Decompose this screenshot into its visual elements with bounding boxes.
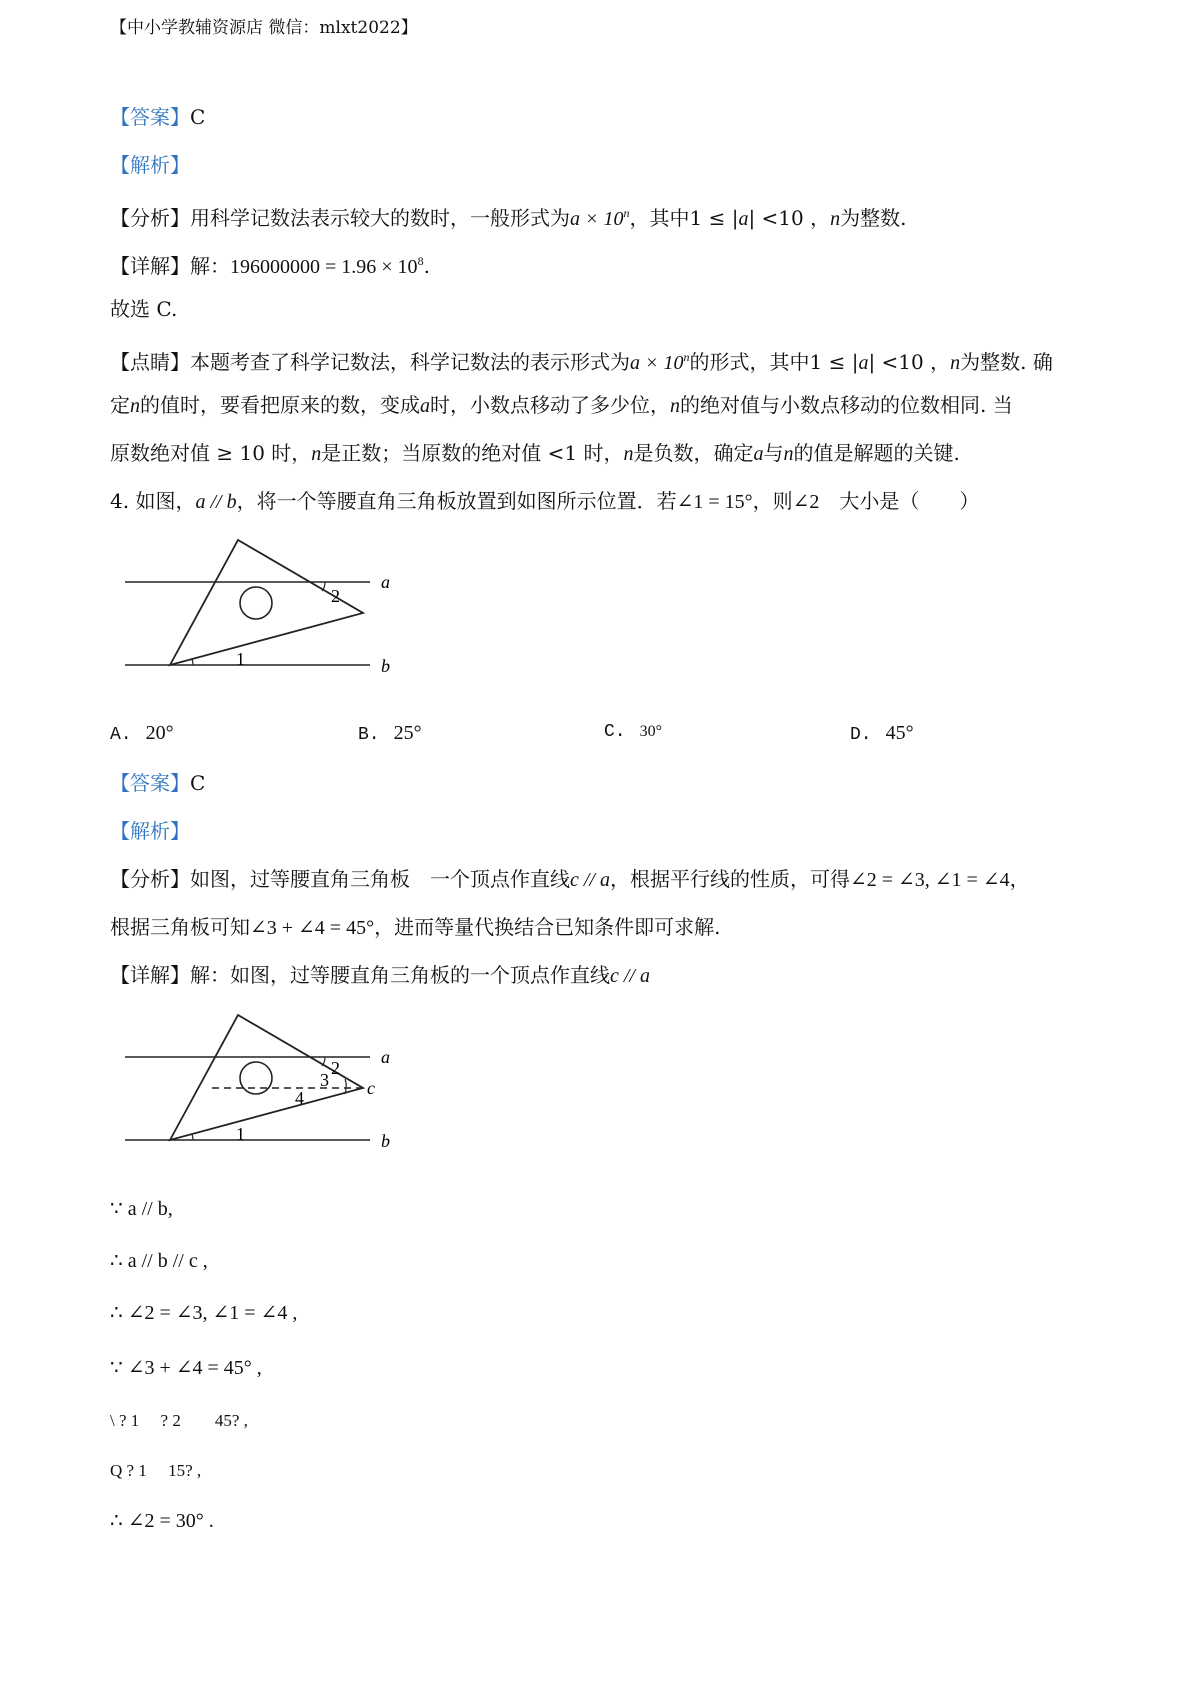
- step-2: ∴ a // b // c ,: [110, 1250, 208, 1272]
- comment-text: 定: [110, 393, 130, 417]
- q4-answer-line: [110, 770, 205, 796]
- sci-notation-expr: a × 10: [630, 352, 684, 374]
- triangle-hole: [240, 1062, 272, 1094]
- comment-text: 原数绝对值 ≥ 10 时，: [110, 441, 312, 465]
- var-n: n: [623, 443, 634, 465]
- answer-value: C: [190, 105, 206, 129]
- angle-expr: ∠1 = 15°: [676, 491, 753, 513]
- label-a: a: [381, 572, 390, 592]
- angle-3-arc: [345, 1079, 346, 1088]
- q4-stem: [110, 488, 979, 515]
- label-2: 2: [331, 1058, 340, 1078]
- option-b[interactable]: [358, 722, 422, 745]
- step-4: ∵ ∠3 + ∠4 = 45° ,: [110, 1357, 262, 1379]
- fenxi-text: | <10 ，: [748, 206, 831, 230]
- detail-text: 解：: [190, 254, 230, 278]
- comment-text: 时，小数点移动了多少位，: [430, 393, 670, 417]
- var-a: a: [858, 352, 869, 374]
- q3-fenxi-line: [110, 200, 906, 232]
- figure-triangle-parallel-lines: [115, 535, 405, 690]
- detail-text: 解：如图，过等腰直角三角板的一个顶点作直线: [190, 963, 610, 987]
- option-letter: D.: [850, 725, 872, 745]
- step-5: \ ? 1 ? 2 45? ,: [110, 1411, 248, 1430]
- answer-options: [110, 722, 1010, 752]
- comment-text: 的值时，要看把原来的数，变成: [140, 393, 420, 417]
- q3-analysis-tag-line: [110, 152, 190, 178]
- fenxi-tag: 【分析】: [110, 206, 190, 230]
- fenxi-text: ，其中1 ≤ |: [629, 206, 739, 230]
- step-7: ∴ ∠2 = 30° .: [110, 1510, 214, 1532]
- answer-value: C: [190, 771, 206, 795]
- var-a: a: [753, 443, 764, 465]
- option-value: 20°: [145, 722, 174, 744]
- watermark-header: 【中小学教辅资源店 微信：mlxt2022】: [110, 18, 418, 38]
- step-1: ∵ a // b,: [110, 1198, 173, 1220]
- step-6: Q ? 1 15? ,: [110, 1461, 202, 1480]
- q4-fenxi-line-2: [110, 914, 720, 941]
- comment-text: 与: [763, 441, 784, 465]
- fenxi-text: 为整数.: [840, 206, 907, 230]
- q3-comment-line-3: [110, 440, 960, 467]
- label-4: 4: [295, 1088, 304, 1108]
- option-letter: B.: [358, 725, 380, 745]
- analysis-tag: 【解析】: [110, 819, 190, 843]
- comment-text: 是负数，确定: [633, 441, 754, 465]
- comment-text: 是正数；当原数的绝对值 <1 时，: [321, 441, 624, 465]
- detail-expr: 196000000 = 1.96 × 10: [230, 256, 418, 278]
- q3-answer-line: [110, 104, 205, 130]
- sci-notation-expr: a × 10: [570, 208, 624, 230]
- fenxi-text: 用科学记数法表示较大的数时，一般形式为: [190, 206, 570, 230]
- q3-choose-line: 故选 C.: [110, 297, 178, 321]
- var-n: n: [783, 443, 794, 465]
- fenxi-text: ，根据平行线的性质，可得: [610, 867, 850, 891]
- comment-text: 的绝对值与小数点移动的位数相同. 当: [680, 393, 1013, 417]
- triangle-hole: [240, 587, 272, 619]
- q3-comment-line-1: [110, 344, 1053, 376]
- step-3: ∴ ∠2 = ∠3, ∠1 = ∠4 ,: [110, 1302, 298, 1324]
- figure-triangle-auxiliary-line: [115, 1010, 405, 1165]
- answer-tag: 【答案】: [110, 105, 190, 129]
- detail-tag: 【详解】: [110, 963, 190, 987]
- exponent: 8: [417, 254, 424, 268]
- label-c: c: [367, 1078, 375, 1098]
- parallel-expr: c // a: [570, 869, 610, 891]
- var-n: n: [311, 443, 322, 465]
- comment-text: 本题考查了科学记数法，科学记数法的表示形式为: [190, 350, 630, 374]
- label-1: 1: [236, 1124, 245, 1144]
- comment-text: 的值是解题的关键.: [793, 441, 960, 465]
- stem-text: 4. 如图，: [110, 489, 196, 513]
- fenxi-tag: 【分析】: [110, 867, 190, 891]
- label-3: 3: [320, 1070, 329, 1090]
- option-d[interactable]: [850, 722, 914, 745]
- angle-4-arc: [345, 1088, 346, 1094]
- label-2: 2: [331, 586, 340, 606]
- angle-1-arc: [192, 659, 193, 665]
- answer-tag: 【答案】: [110, 771, 190, 795]
- angle-expr: ∠2 = ∠3, ∠1 = ∠4: [850, 869, 1010, 891]
- stem-text: 大小是（ ）: [819, 489, 980, 513]
- angle-expr: ∠2: [792, 491, 820, 513]
- option-value: 45°: [885, 722, 914, 744]
- exponent: n: [623, 206, 630, 220]
- stem-text: ，则: [752, 489, 793, 513]
- option-value: 25°: [393, 722, 422, 744]
- label-1: 1: [236, 649, 245, 669]
- comment-text: | <10 ，: [868, 350, 951, 374]
- comment-text: 的形式，其中1 ≤ |: [689, 350, 859, 374]
- var-n: n: [830, 208, 841, 230]
- option-letter: C.: [604, 722, 626, 742]
- label-b: b: [381, 1131, 390, 1151]
- q4-fenxi-line-1: [110, 866, 1030, 893]
- analysis-tag: 【解析】: [110, 153, 190, 177]
- parallel-expr: c // a: [610, 965, 650, 987]
- option-c[interactable]: [604, 722, 662, 742]
- detail-end: .: [423, 254, 430, 278]
- parallel-expr: a // b: [195, 491, 237, 513]
- comment-text: 为整数. 确: [960, 350, 1053, 374]
- var-a: a: [420, 395, 430, 417]
- var-n: n: [670, 395, 680, 417]
- fenxi-text: ，: [1009, 867, 1030, 891]
- var-n: n: [950, 352, 961, 374]
- label-b: b: [381, 656, 390, 676]
- var-n: n: [130, 395, 140, 417]
- option-a[interactable]: [110, 722, 174, 745]
- q4-analysis-tag-line: [110, 818, 190, 844]
- exponent: n: [683, 350, 690, 364]
- fenxi-text: ，进而等量代换结合已知条件即可求解.: [374, 915, 721, 939]
- q3-detail-line: [110, 248, 430, 280]
- comment-tag: 【点睛】: [110, 350, 190, 374]
- option-letter: A.: [110, 725, 132, 745]
- var-a: a: [738, 208, 749, 230]
- angle-1-arc: [192, 1134, 193, 1140]
- fenxi-text: 根据三角板可知: [110, 915, 250, 939]
- fenxi-text: 如图，过等腰直角三角板 一个顶点作直线: [190, 867, 570, 891]
- stem-text: ，将一个等腰直角三角板放置到如图所示位置．若: [236, 489, 677, 513]
- angle-expr: ∠3 + ∠4 = 45°: [250, 917, 375, 939]
- q3-comment-line-2: [110, 392, 1013, 419]
- q4-detail-line: [110, 962, 650, 989]
- detail-tag: 【详解】: [110, 254, 190, 278]
- label-a: a: [381, 1047, 390, 1067]
- option-value: 30°: [639, 723, 663, 740]
